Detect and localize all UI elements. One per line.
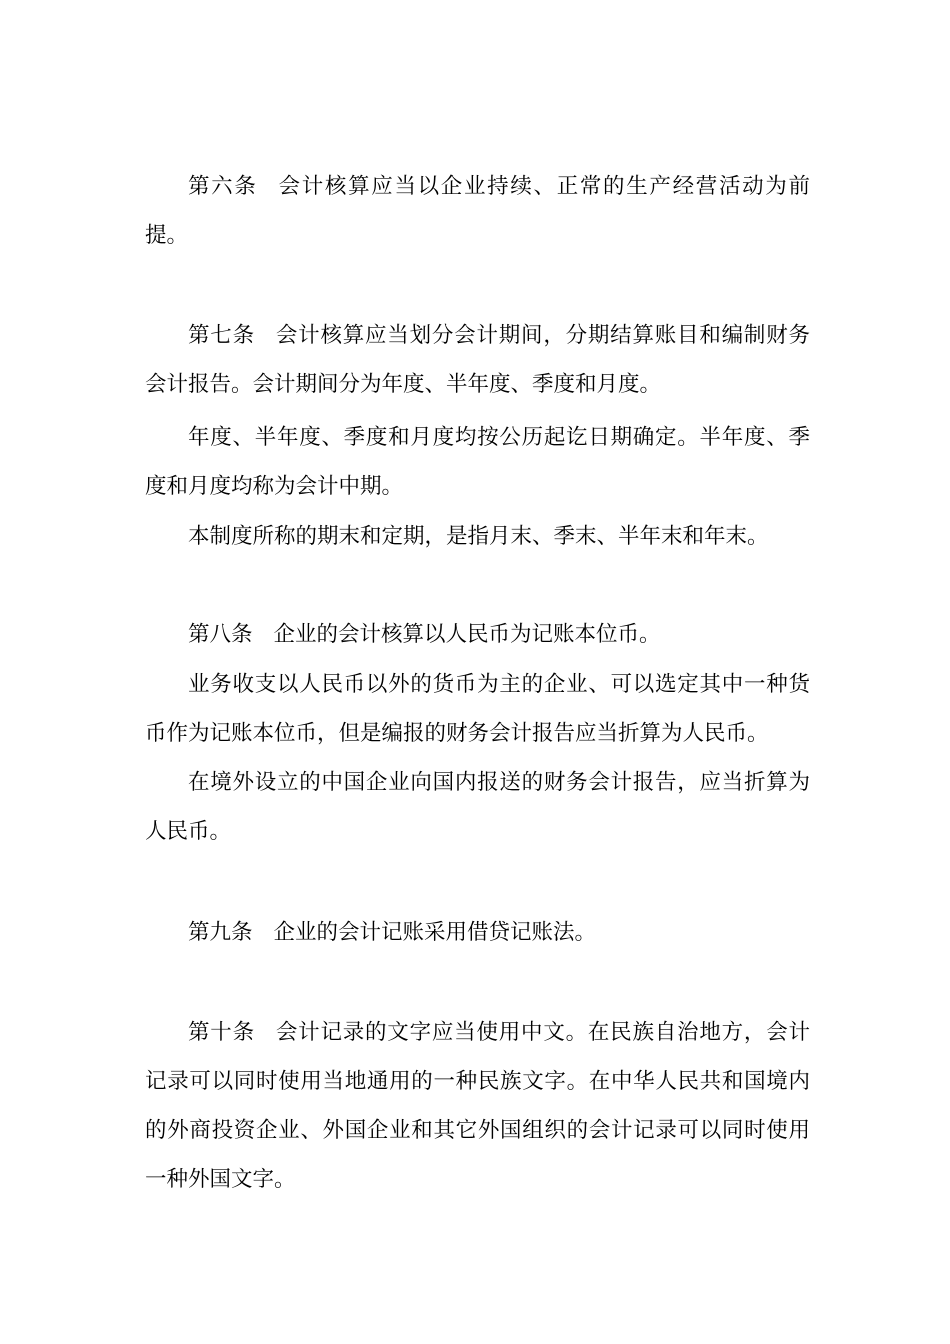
article-8-text-1: 企业的会计核算以人民币为记账本位币。 (273, 622, 661, 647)
article-6-text: 会计核算应当以企业持续、正常的生产经营活动为前提。 (145, 174, 810, 248)
article-8-number: 第八条 (188, 622, 253, 647)
article-10-text: 会计记录的文字应当使用中文。在民族自治地方，会计记录可以同时使用当地通用的一种民族文字。在中华人民共和国境内的外商投资企业、外国企业和其它外国组织的会计记录可以同时使用一种外国文字。 (145, 1020, 810, 1192)
article-10-paragraph-1 (145, 1008, 810, 1204)
article-7-paragraph-3: 本制度所称的期末和定期，是指月末、季末、半年末和年末。 (188, 524, 769, 549)
article-7-paragraph-1 (145, 311, 810, 409)
article-8-paragraph-3: 在境外设立的中国企业向国内报送的财务会计报告，应当折算为人民币。 (145, 770, 810, 844)
article-9-paragraph-1 (145, 908, 810, 957)
article-9-number: 第九条 (188, 920, 253, 945)
article-10-number: 第十条 (188, 1020, 255, 1045)
article-6-paragraph-1 (145, 162, 810, 260)
article-7-paragraph-2: 年度、半年度、季度和月度均按公历起讫日期确定。半年度、季度和月度均称为会计中期。 (145, 425, 810, 499)
article-8-paragraph-2: 业务收支以人民币以外的货币为主的企业、可以选定其中一种货币作为记账本位币，但是编报的财务会计报告应当折算为人民币。 (145, 672, 810, 746)
article-7-number: 第七条 (188, 323, 255, 348)
article-8-paragraph-1 (145, 610, 810, 659)
article-6-number: 第六条 (188, 174, 258, 199)
article-9-text: 企业的会计记账采用借贷记账法。 (273, 920, 597, 945)
article-7-text-1: 会计核算应当划分会计期间，分期结算账目和编制财务会计报告。会计期间分为年度、半年度、季度和月度。 (145, 323, 810, 397)
